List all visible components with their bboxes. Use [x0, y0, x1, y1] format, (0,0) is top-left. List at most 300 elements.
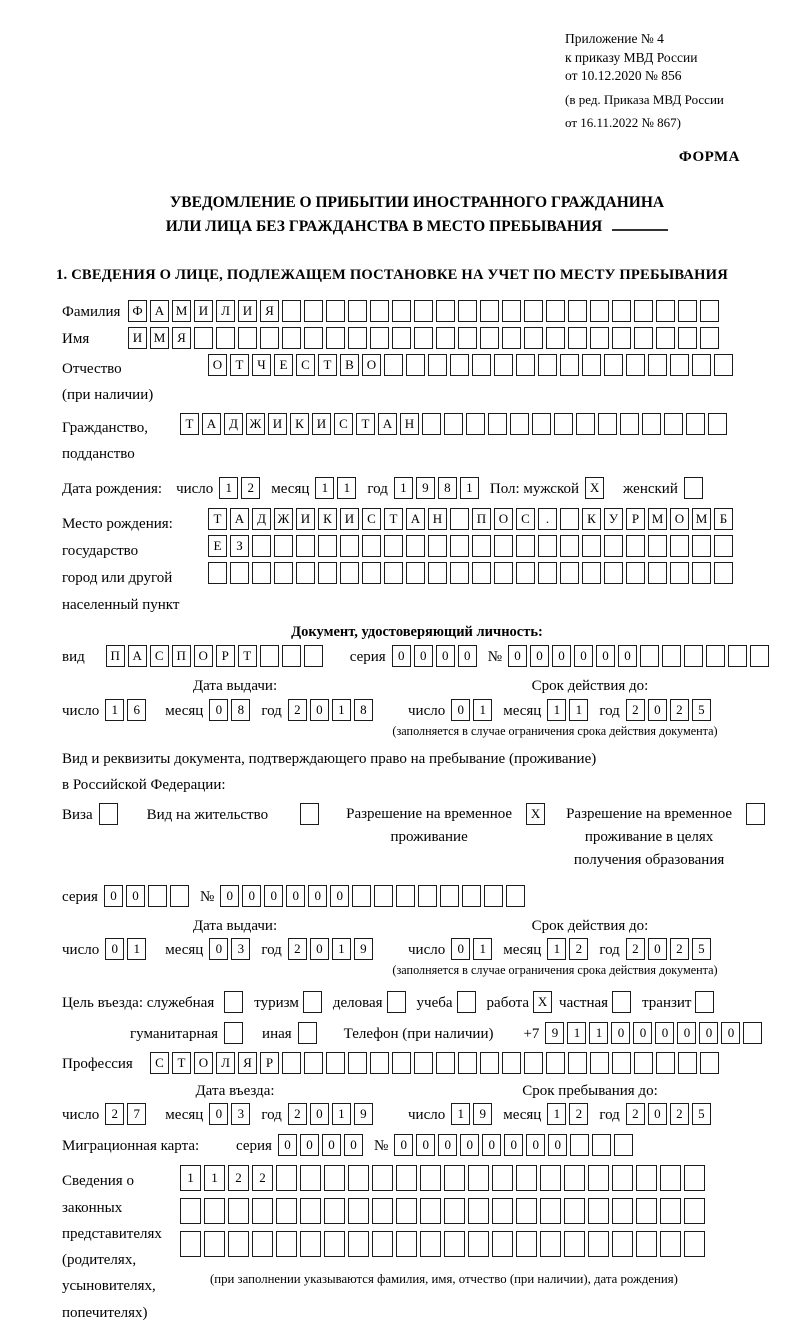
birthplace-cell[interactable] — [626, 535, 645, 557]
permit-seriya-cell[interactable]: 0 — [126, 885, 145, 907]
citizenship-cell[interactable]: Ж — [246, 413, 265, 435]
birthplace-cell[interactable]: И — [340, 508, 359, 530]
representative-cell[interactable] — [516, 1165, 537, 1191]
birth-day-cell[interactable]: 1 — [219, 477, 238, 499]
birthplace-cell[interactable] — [252, 562, 271, 584]
birthplace-cell[interactable]: О — [494, 508, 513, 530]
citizenship-cell[interactable] — [444, 413, 463, 435]
representative-cell[interactable] — [372, 1231, 393, 1257]
phone-cell[interactable]: 1 — [589, 1022, 608, 1044]
permit-issue-year-cell[interactable]: 9 — [354, 938, 373, 960]
birthplace-cell[interactable] — [340, 535, 359, 557]
permit-nomer-cell[interactable]: 0 — [242, 885, 261, 907]
name-cell[interactable] — [436, 327, 455, 349]
representative-cell[interactable] — [348, 1198, 369, 1224]
entry-month-cell[interactable]: 0 — [209, 1103, 228, 1125]
representative-cell[interactable] — [612, 1231, 633, 1257]
doc-nomer-cell[interactable]: 0 — [618, 645, 637, 667]
surname-cell[interactable] — [348, 300, 367, 322]
patronymic-cell[interactable] — [560, 354, 579, 376]
representative-cell[interactable]: 2 — [252, 1165, 273, 1191]
representative-cell[interactable] — [276, 1165, 297, 1191]
birthplace-cell[interactable]: Р — [626, 508, 645, 530]
mig-nomer-cell[interactable]: 0 — [460, 1134, 479, 1156]
birthplace-cell[interactable] — [692, 562, 711, 584]
permit-nomer-cell[interactable]: 0 — [308, 885, 327, 907]
representative-cell[interactable] — [252, 1198, 273, 1224]
doc-nomer-cell[interactable]: 0 — [596, 645, 615, 667]
name-cell[interactable] — [348, 327, 367, 349]
representative-cell[interactable] — [228, 1198, 249, 1224]
birthplace-cell[interactable] — [472, 562, 491, 584]
name-cell[interactable] — [194, 327, 213, 349]
birthplace-cell[interactable] — [516, 562, 535, 584]
citizenship-cell[interactable] — [466, 413, 485, 435]
purpose-work-cell[interactable]: X — [533, 991, 552, 1013]
surname-cell[interactable] — [546, 300, 565, 322]
doc-type-cell[interactable] — [282, 645, 301, 667]
mig-nomer-cell[interactable] — [570, 1134, 589, 1156]
name-cell[interactable] — [282, 327, 301, 349]
representative-cell[interactable] — [540, 1198, 561, 1224]
permit-nomer-cell[interactable]: 0 — [220, 885, 239, 907]
purpose-business-cell[interactable] — [387, 991, 406, 1013]
representative-cell[interactable] — [276, 1231, 297, 1257]
birthplace-cell[interactable] — [670, 562, 689, 584]
permit-valid-month-cell[interactable]: 2 — [569, 938, 588, 960]
mig-nomer-cell[interactable] — [614, 1134, 633, 1156]
permit-valid-day-cell[interactable]: 1 — [473, 938, 492, 960]
birth-year-cell[interactable]: 1 — [394, 477, 413, 499]
representative-cell[interactable] — [300, 1165, 321, 1191]
surname-cell[interactable] — [326, 300, 345, 322]
permit-nomer-cell[interactable] — [440, 885, 459, 907]
birthplace-cell[interactable]: Е — [208, 535, 227, 557]
mig-seriya-cell[interactable]: 0 — [278, 1134, 297, 1156]
profession-cell[interactable] — [414, 1052, 433, 1074]
doc-issue-month-cell[interactable]: 0 — [209, 699, 228, 721]
name-cell[interactable] — [524, 327, 543, 349]
profession-cell[interactable] — [370, 1052, 389, 1074]
mig-nomer-cell[interactable]: 0 — [526, 1134, 545, 1156]
entry-year-cell[interactable]: 2 — [288, 1103, 307, 1125]
profession-cell[interactable] — [546, 1052, 565, 1074]
birthplace-cell[interactable] — [252, 535, 271, 557]
representative-cell[interactable] — [324, 1165, 345, 1191]
surname-cell[interactable] — [502, 300, 521, 322]
representative-cell[interactable] — [516, 1231, 537, 1257]
birthplace-cell[interactable]: С — [516, 508, 535, 530]
patronymic-cell[interactable]: О — [362, 354, 381, 376]
birthplace-cell[interactable]: О — [670, 508, 689, 530]
representative-cell[interactable] — [660, 1198, 681, 1224]
profession-cell[interactable] — [590, 1052, 609, 1074]
representative-cell[interactable] — [612, 1198, 633, 1224]
doc-valid-year-cell[interactable]: 0 — [648, 699, 667, 721]
surname-cell[interactable] — [392, 300, 411, 322]
birthplace-cell[interactable] — [604, 562, 623, 584]
name-cell[interactable] — [590, 327, 609, 349]
patronymic-cell[interactable]: В — [340, 354, 359, 376]
birthplace-cell[interactable] — [582, 562, 601, 584]
surname-cell[interactable] — [524, 300, 543, 322]
representative-cell[interactable] — [180, 1198, 201, 1224]
name-cell[interactable] — [326, 327, 345, 349]
profession-cell[interactable] — [612, 1052, 631, 1074]
birthplace-cell[interactable] — [384, 535, 403, 557]
patronymic-cell[interactable] — [604, 354, 623, 376]
birthplace-cell[interactable] — [516, 535, 535, 557]
doc-seriya-cell[interactable]: 0 — [414, 645, 433, 667]
doc-nomer-cell[interactable] — [750, 645, 769, 667]
representative-cell[interactable] — [636, 1198, 657, 1224]
name-cell[interactable]: И — [128, 327, 147, 349]
birthplace-cell[interactable]: Д — [252, 508, 271, 530]
birthplace-cell[interactable] — [538, 535, 557, 557]
profession-cell[interactable] — [304, 1052, 323, 1074]
phone-cell[interactable]: 0 — [611, 1022, 630, 1044]
permit-nomer-cell[interactable] — [506, 885, 525, 907]
patronymic-cell[interactable] — [648, 354, 667, 376]
representative-cell[interactable] — [204, 1231, 225, 1257]
birthplace-cell[interactable] — [362, 535, 381, 557]
patronymic-cell[interactable] — [494, 354, 513, 376]
citizenship-cell[interactable] — [642, 413, 661, 435]
birthplace-cell[interactable] — [670, 535, 689, 557]
citizenship-cell[interactable] — [532, 413, 551, 435]
patronymic-cell[interactable] — [406, 354, 425, 376]
representative-cell[interactable] — [300, 1198, 321, 1224]
birthplace-cell[interactable]: А — [406, 508, 425, 530]
permit-seriya-cell[interactable] — [148, 885, 167, 907]
representative-cell[interactable] — [516, 1198, 537, 1224]
representative-cell[interactable]: 2 — [228, 1165, 249, 1191]
representative-cell[interactable] — [324, 1231, 345, 1257]
doc-valid-day-cell[interactable]: 0 — [451, 699, 470, 721]
birth-day-cell[interactable]: 2 — [241, 477, 260, 499]
patronymic-cell[interactable] — [538, 354, 557, 376]
doc-type-cell[interactable]: Р — [216, 645, 235, 667]
doc-type-cell[interactable]: П — [106, 645, 125, 667]
doc-seriya-cell[interactable]: 0 — [436, 645, 455, 667]
permit-nomer-cell[interactable] — [484, 885, 503, 907]
doc-valid-day-cell[interactable]: 1 — [473, 699, 492, 721]
profession-cell[interactable]: С — [150, 1052, 169, 1074]
birth-year-cell[interactable]: 8 — [438, 477, 457, 499]
representative-cell[interactable] — [468, 1165, 489, 1191]
surname-cell[interactable]: Л — [216, 300, 235, 322]
purpose-tourism-cell[interactable] — [303, 991, 322, 1013]
name-cell[interactable] — [634, 327, 653, 349]
name-cell[interactable] — [458, 327, 477, 349]
representative-cell[interactable] — [588, 1165, 609, 1191]
permit-seriya-cell[interactable] — [170, 885, 189, 907]
representative-cell[interactable] — [492, 1165, 513, 1191]
patronymic-cell[interactable]: Т — [230, 354, 249, 376]
name-cell[interactable]: М — [150, 327, 169, 349]
birthplace-cell[interactable] — [560, 508, 579, 530]
permit-nomer-cell[interactable] — [374, 885, 393, 907]
birthplace-cell[interactable] — [560, 562, 579, 584]
birthplace-cell[interactable] — [384, 562, 403, 584]
birthplace-cell[interactable]: Ж — [274, 508, 293, 530]
stay-month-cell[interactable]: 2 — [569, 1103, 588, 1125]
patronymic-cell[interactable] — [384, 354, 403, 376]
citizenship-cell[interactable]: Д — [224, 413, 243, 435]
birthplace-cell[interactable] — [406, 562, 425, 584]
phone-cell[interactable] — [743, 1022, 762, 1044]
purpose-transit-cell[interactable] — [695, 991, 714, 1013]
birthplace-cell[interactable] — [692, 535, 711, 557]
birthplace-cell[interactable]: У — [604, 508, 623, 530]
birthplace-cell[interactable] — [428, 535, 447, 557]
representative-cell[interactable] — [468, 1198, 489, 1224]
birthplace-cell[interactable]: И — [296, 508, 315, 530]
birthplace-cell[interactable]: Т — [384, 508, 403, 530]
permit-nomer-cell[interactable] — [418, 885, 437, 907]
doc-issue-year-cell[interactable]: 1 — [332, 699, 351, 721]
doc-type-cell[interactable] — [304, 645, 323, 667]
phone-cell[interactable]: 0 — [721, 1022, 740, 1044]
mig-seriya-cell[interactable]: 0 — [322, 1134, 341, 1156]
representative-cell[interactable] — [396, 1198, 417, 1224]
profession-cell[interactable]: О — [194, 1052, 213, 1074]
patronymic-cell[interactable]: Т — [318, 354, 337, 376]
permit-nomer-cell[interactable]: 0 — [286, 885, 305, 907]
name-cell[interactable] — [656, 327, 675, 349]
purpose-private-cell[interactable] — [612, 991, 631, 1013]
citizenship-cell[interactable]: И — [312, 413, 331, 435]
citizenship-cell[interactable] — [576, 413, 595, 435]
doc-type-cell[interactable]: О — [194, 645, 213, 667]
birthplace-cell[interactable] — [472, 535, 491, 557]
birthplace-cell[interactable]: Б — [714, 508, 733, 530]
birthplace-cell[interactable] — [582, 535, 601, 557]
doc-nomer-cell[interactable]: 0 — [552, 645, 571, 667]
doc-valid-year-cell[interactable]: 5 — [692, 699, 711, 721]
representative-cell[interactable]: 1 — [204, 1165, 225, 1191]
doc-type-cell[interactable]: А — [128, 645, 147, 667]
permit-valid-year-cell[interactable]: 0 — [648, 938, 667, 960]
entry-year-cell[interactable]: 9 — [354, 1103, 373, 1125]
name-cell[interactable] — [568, 327, 587, 349]
surname-cell[interactable] — [568, 300, 587, 322]
birthplace-cell[interactable] — [648, 562, 667, 584]
doc-issue-day-cell[interactable]: 6 — [127, 699, 146, 721]
profession-cell[interactable] — [634, 1052, 653, 1074]
representative-cell[interactable] — [396, 1231, 417, 1257]
citizenship-cell[interactable]: С — [334, 413, 353, 435]
patronymic-cell[interactable] — [582, 354, 601, 376]
doc-valid-year-cell[interactable]: 2 — [670, 699, 689, 721]
permit-issue-year-cell[interactable]: 1 — [332, 938, 351, 960]
phone-cell[interactable]: 9 — [545, 1022, 564, 1044]
permit-issue-day-cell[interactable]: 0 — [105, 938, 124, 960]
name-cell[interactable]: Я — [172, 327, 191, 349]
birthplace-cell[interactable] — [538, 562, 557, 584]
patronymic-cell[interactable] — [428, 354, 447, 376]
patronymic-cell[interactable]: С — [296, 354, 315, 376]
representative-cell[interactable] — [204, 1198, 225, 1224]
phone-cell[interactable]: 0 — [655, 1022, 674, 1044]
birthplace-cell[interactable]: Н — [428, 508, 447, 530]
birth-month-cell[interactable]: 1 — [315, 477, 334, 499]
doc-type-cell[interactable]: С — [150, 645, 169, 667]
representative-cell[interactable] — [492, 1198, 513, 1224]
permit-valid-month-cell[interactable]: 1 — [547, 938, 566, 960]
mig-seriya-cell[interactable]: 0 — [344, 1134, 363, 1156]
name-cell[interactable] — [370, 327, 389, 349]
representative-cell[interactable] — [636, 1165, 657, 1191]
birthplace-cell[interactable] — [648, 535, 667, 557]
doc-type-cell[interactable]: П — [172, 645, 191, 667]
representative-cell[interactable] — [564, 1198, 585, 1224]
permit-seriya-cell[interactable]: 0 — [104, 885, 123, 907]
citizenship-cell[interactable] — [554, 413, 573, 435]
birthplace-cell[interactable] — [296, 562, 315, 584]
representative-cell[interactable] — [420, 1198, 441, 1224]
surname-cell[interactable]: Я — [260, 300, 279, 322]
representative-cell[interactable] — [348, 1165, 369, 1191]
permit-issue-month-cell[interactable]: 3 — [231, 938, 250, 960]
permit-nomer-cell[interactable] — [396, 885, 415, 907]
profession-cell[interactable] — [700, 1052, 719, 1074]
representative-cell[interactable] — [348, 1231, 369, 1257]
birth-month-cell[interactable]: 1 — [337, 477, 356, 499]
citizenship-cell[interactable]: А — [378, 413, 397, 435]
profession-cell[interactable] — [656, 1052, 675, 1074]
doc-type-cell[interactable]: Т — [238, 645, 257, 667]
birthplace-cell[interactable] — [362, 562, 381, 584]
permit-valid-year-cell[interactable]: 2 — [670, 938, 689, 960]
surname-cell[interactable] — [414, 300, 433, 322]
citizenship-cell[interactable]: А — [202, 413, 221, 435]
representative-cell[interactable] — [300, 1231, 321, 1257]
doc-issue-year-cell[interactable]: 2 — [288, 699, 307, 721]
profession-cell[interactable] — [502, 1052, 521, 1074]
mig-nomer-cell[interactable]: 0 — [438, 1134, 457, 1156]
doc-seriya-cell[interactable]: 0 — [458, 645, 477, 667]
surname-cell[interactable]: И — [238, 300, 257, 322]
representative-cell[interactable]: 1 — [180, 1165, 201, 1191]
birthplace-cell[interactable] — [318, 562, 337, 584]
citizenship-cell[interactable] — [686, 413, 705, 435]
phone-cell[interactable]: 0 — [633, 1022, 652, 1044]
representative-cell[interactable] — [660, 1165, 681, 1191]
birthplace-cell[interactable]: С — [362, 508, 381, 530]
birthplace-cell[interactable] — [318, 535, 337, 557]
profession-cell[interactable]: Л — [216, 1052, 235, 1074]
permit-nomer-cell[interactable] — [352, 885, 371, 907]
doc-issue-month-cell[interactable]: 8 — [231, 699, 250, 721]
profession-cell[interactable]: Р — [260, 1052, 279, 1074]
surname-cell[interactable] — [634, 300, 653, 322]
birthplace-cell[interactable] — [406, 535, 425, 557]
stay-day-cell[interactable]: 9 — [473, 1103, 492, 1125]
permit-valid-year-cell[interactable]: 5 — [692, 938, 711, 960]
profession-cell[interactable] — [480, 1052, 499, 1074]
mig-nomer-cell[interactable]: 0 — [416, 1134, 435, 1156]
doc-seriya-cell[interactable]: 0 — [392, 645, 411, 667]
profession-cell[interactable]: Я — [238, 1052, 257, 1074]
name-cell[interactable] — [216, 327, 235, 349]
entry-month-cell[interactable]: 3 — [231, 1103, 250, 1125]
rvp-edu-cell[interactable] — [746, 803, 765, 825]
sex-female-cell[interactable] — [684, 477, 703, 499]
birthplace-cell[interactable] — [560, 535, 579, 557]
representative-cell[interactable] — [372, 1198, 393, 1224]
citizenship-cell[interactable] — [422, 413, 441, 435]
surname-cell[interactable]: А — [150, 300, 169, 322]
phone-cell[interactable]: 0 — [699, 1022, 718, 1044]
birthplace-cell[interactable] — [274, 562, 293, 584]
birthplace-cell[interactable] — [450, 535, 469, 557]
birthplace-cell[interactable] — [714, 562, 733, 584]
permit-nomer-cell[interactable]: 0 — [264, 885, 283, 907]
patronymic-cell[interactable]: Е — [274, 354, 293, 376]
representative-cell[interactable] — [684, 1231, 705, 1257]
birthplace-cell[interactable] — [494, 562, 513, 584]
citizenship-cell[interactable] — [510, 413, 529, 435]
doc-nomer-cell[interactable] — [706, 645, 725, 667]
surname-cell[interactable] — [590, 300, 609, 322]
birth-year-cell[interactable]: 9 — [416, 477, 435, 499]
patronymic-cell[interactable] — [472, 354, 491, 376]
representative-cell[interactable] — [228, 1231, 249, 1257]
birthplace-cell[interactable] — [428, 562, 447, 584]
birthplace-cell[interactable] — [604, 535, 623, 557]
surname-cell[interactable] — [480, 300, 499, 322]
representative-cell[interactable] — [396, 1165, 417, 1191]
patronymic-cell[interactable] — [670, 354, 689, 376]
citizenship-cell[interactable]: К — [290, 413, 309, 435]
surname-cell[interactable] — [678, 300, 697, 322]
surname-cell[interactable] — [370, 300, 389, 322]
birthplace-cell[interactable] — [450, 562, 469, 584]
representative-cell[interactable] — [612, 1165, 633, 1191]
citizenship-cell[interactable] — [708, 413, 727, 435]
visa-cell[interactable] — [99, 803, 118, 825]
doc-issue-day-cell[interactable]: 1 — [105, 699, 124, 721]
permit-issue-year-cell[interactable]: 2 — [288, 938, 307, 960]
representative-cell[interactable] — [252, 1231, 273, 1257]
representative-cell[interactable] — [540, 1231, 561, 1257]
citizenship-cell[interactable]: Т — [356, 413, 375, 435]
doc-nomer-cell[interactable] — [728, 645, 747, 667]
representative-cell[interactable] — [492, 1231, 513, 1257]
representative-cell[interactable] — [444, 1165, 465, 1191]
residence-permit-cell[interactable] — [300, 803, 319, 825]
doc-nomer-cell[interactable]: 0 — [530, 645, 549, 667]
surname-cell[interactable] — [612, 300, 631, 322]
doc-valid-month-cell[interactable]: 1 — [569, 699, 588, 721]
birthplace-cell[interactable] — [208, 562, 227, 584]
citizenship-cell[interactable]: Т — [180, 413, 199, 435]
mig-nomer-cell[interactable]: 0 — [394, 1134, 413, 1156]
entry-year-cell[interactable]: 1 — [332, 1103, 351, 1125]
birthplace-cell[interactable]: Т — [208, 508, 227, 530]
profession-cell[interactable] — [392, 1052, 411, 1074]
entry-day-cell[interactable]: 7 — [127, 1103, 146, 1125]
birthplace-cell[interactable]: А — [230, 508, 249, 530]
doc-nomer-cell[interactable] — [662, 645, 681, 667]
patronymic-cell[interactable] — [692, 354, 711, 376]
surname-cell[interactable] — [458, 300, 477, 322]
stay-day-cell[interactable]: 1 — [451, 1103, 470, 1125]
birthplace-cell[interactable] — [626, 562, 645, 584]
doc-valid-year-cell[interactable]: 2 — [626, 699, 645, 721]
entry-year-cell[interactable]: 0 — [310, 1103, 329, 1125]
